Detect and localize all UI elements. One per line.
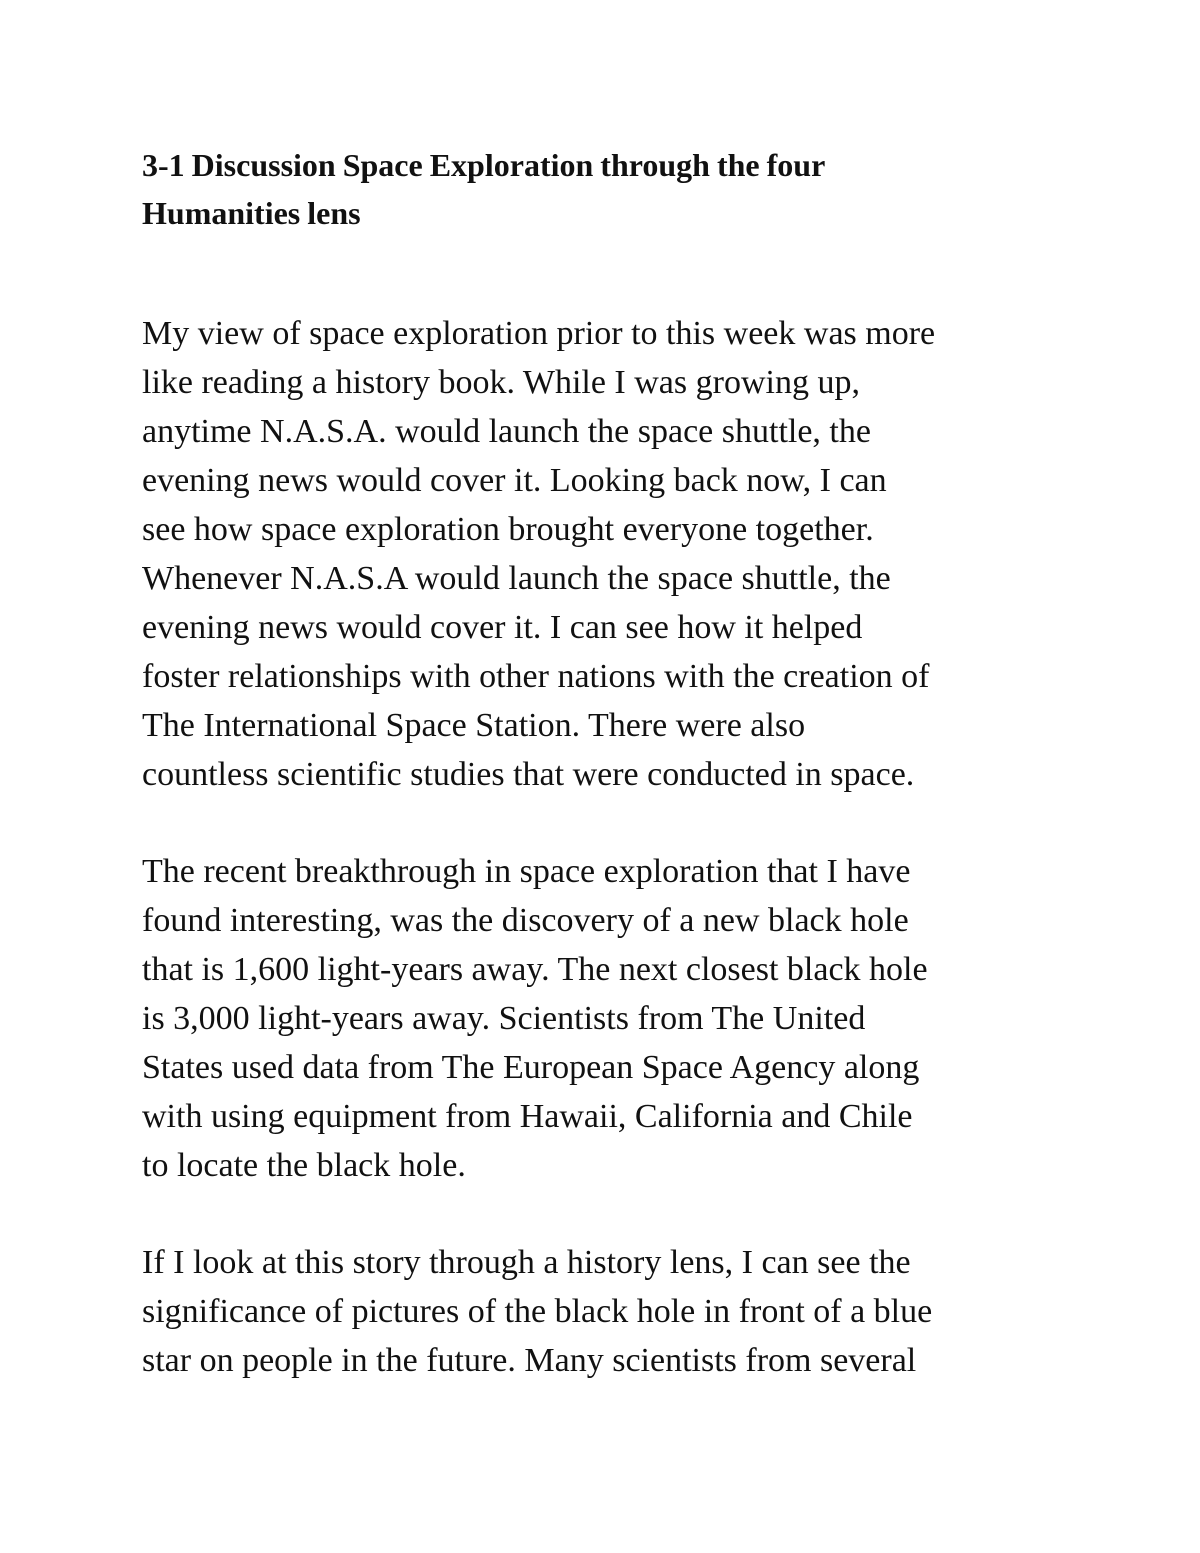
- paragraph-line: The International Space Station. There were also: [142, 707, 806, 744]
- paragraph-black-hole-discovery: [142, 847, 1072, 1190]
- paragraph-line: to locate the black hole.: [142, 1147, 466, 1184]
- document-title: [142, 141, 1072, 237]
- title-line: 3-1 Discussion Space Exploration through the four: [142, 147, 826, 183]
- paragraph-line: with using equipment from Hawaii, California and Chile: [142, 1098, 913, 1135]
- paragraph-line: that is 1,600 light-years away. The next closest black hole: [142, 951, 928, 988]
- paragraph-line: found interesting, was the discovery of a new black hole: [142, 902, 909, 939]
- paragraph-line: evening news would cover it. I can see how it helped: [142, 609, 863, 646]
- paragraph-line: like reading a history book. While I was growing up,: [142, 364, 860, 401]
- paragraph-line: significance of pictures of the black hole in front of a blue: [142, 1293, 933, 1330]
- paragraph-history-lens: [142, 1238, 1072, 1385]
- document-page: [142, 141, 1072, 1433]
- paragraph-line: States used data from The European Space Agency along: [142, 1049, 920, 1086]
- paragraph-line: foster relationships with other nations with the creation of: [142, 658, 930, 695]
- paragraph-line: countless scientific studies that were conducted in space.: [142, 756, 915, 793]
- paragraph-line: My view of space exploration prior to this week was more: [142, 315, 936, 352]
- paragraph-line: Whenever N.A.S.A would launch the space shuttle, the: [142, 560, 891, 597]
- paragraph-line: The recent breakthrough in space exploration that I have: [142, 853, 911, 890]
- paragraph-view-of-space: [142, 309, 1072, 799]
- paragraph-line: see how space exploration brought everyone together.: [142, 511, 874, 548]
- paragraph-line: is 3,000 light-years away. Scientists from The United: [142, 1000, 866, 1037]
- title-line: Humanities lens: [142, 195, 361, 231]
- paragraph-line: star on people in the future. Many scientists from several: [142, 1342, 917, 1379]
- paragraph-line: evening news would cover it. Looking back now, I can: [142, 462, 887, 499]
- paragraph-line: If I look at this story through a history lens, I can see the: [142, 1244, 911, 1281]
- paragraph-line: anytime N.A.S.A. would launch the space shuttle, the: [142, 413, 871, 450]
